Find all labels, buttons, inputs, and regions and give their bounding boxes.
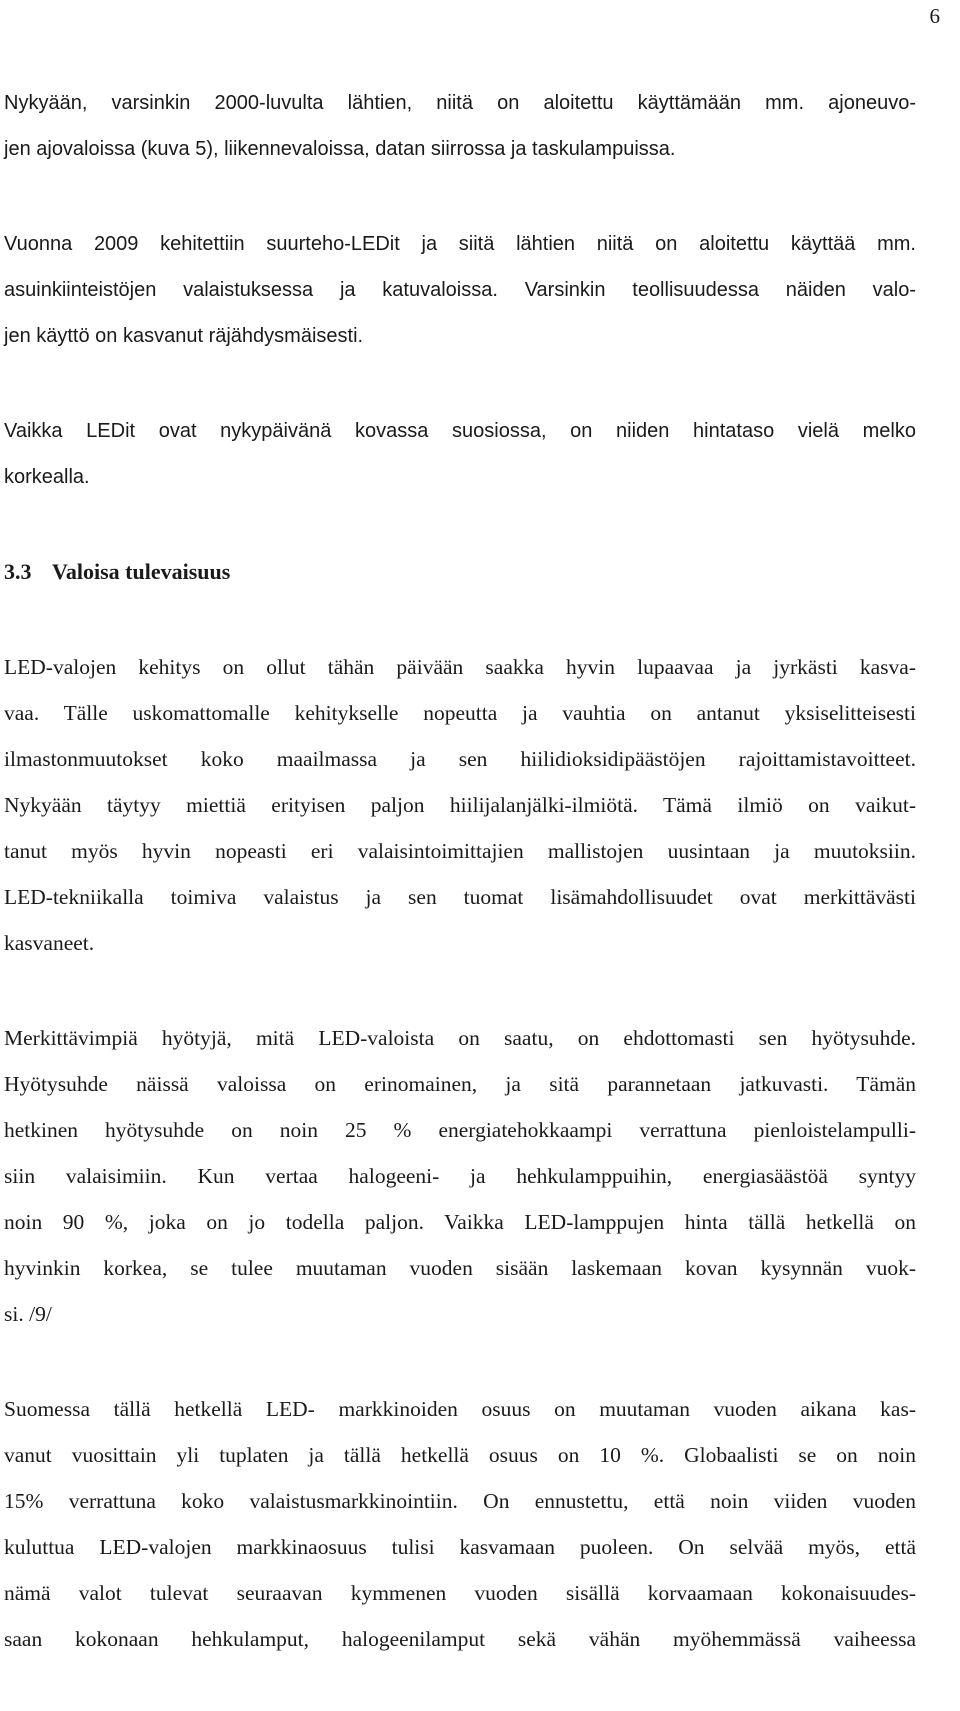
text-line: nämä valot tulevat seuraavan kymmenen vuoden sisällä korvaamaan kokonaisuudes-: [4, 1581, 916, 1605]
text-line: LED-tekniikalla toimiva valaistus ja sen tuomat lisämahdollisuudet ovat merkittävästi: [4, 885, 916, 909]
text-line: Hyötysuhde näissä valoissa on erinomainen, ja sitä parannetaan jatkuvasti. Tämän: [4, 1072, 916, 1096]
text-line: Vuonna 2009 kehitettiin suurteho-LEDit ja siitä lähtien niitä on aloitettu käyttää mm.: [4, 233, 916, 255]
text-line: siin valaisimiin. Kun vertaa halogeeni- ja hehkulamppuihin, energiasäästöä syntyy: [4, 1164, 916, 1188]
text-line: jen ajovaloissa (kuva 5), liikennevaloissa, datan siirrossa ja taskulampuissa.: [4, 138, 676, 160]
section-paragraph-2: [4, 1015, 916, 1337]
section-number: 3.3: [4, 559, 32, 584]
text-line: Nykyään, varsinkin 2000-luvulta lähtien, niitä on aloitettu käyttämään mm. ajoneuvo-: [4, 92, 916, 114]
text-line: jen käyttö on kasvanut räjähdysmäisesti.: [4, 325, 364, 347]
text-line: korkealla.: [4, 466, 90, 488]
text-line: hetkinen hyötysuhde on noin 25 % energiatehokkaampi verrattuna pienloistelampulli-: [4, 1118, 916, 1142]
text-line: Suomessa tällä hetkellä LED- markkinoiden osuus on muutaman vuoden aikana kas-: [4, 1397, 916, 1421]
document-body: [4, 80, 916, 1711]
page-number: 6: [929, 4, 940, 28]
text-line: saan kokonaan hehkulamput, halogeenilamput sekä vähän myöhemmässä vaiheessa: [4, 1627, 916, 1651]
section-paragraph-3: [4, 1386, 916, 1662]
text-line: tanut myös hyvin nopeasti eri valaisintoimittajien mallistojen uusintaan ja muutoksiin.: [4, 839, 916, 863]
text-line: 15% verrattuna koko valaistusmarkkinointiin. On ennustettu, että noin viiden vuoden: [4, 1489, 916, 1513]
paragraph-1: [4, 80, 916, 172]
paragraph-3: [4, 408, 916, 500]
section-heading: [4, 549, 916, 595]
text-line: si. /9/: [4, 1302, 52, 1326]
text-line: Vaikka LEDit ovat nykypäivänä kovassa suosiossa, on niiden hintataso vielä melko: [4, 420, 916, 442]
text-line: kasvaneet.: [4, 931, 95, 955]
text-line: hyvinkin korkea, se tulee muutaman vuoden sisään laskemaan kovan kysynnän vuok-: [4, 1256, 916, 1280]
paragraph-2: [4, 221, 916, 359]
text-line: kuluttua LED-valojen markkinaosuus tulisi kasvamaan puoleen. On selvää myös, että: [4, 1535, 916, 1559]
text-line: Nykyään täytyy miettiä erityisen paljon hiilijalanjälki-ilmiötä. Tämä ilmiö on vaikut-: [4, 793, 916, 817]
text-line: ilmastonmuutokset koko maailmassa ja sen hiilidioksidipäästöjen rajoittamistavoitteet.: [4, 747, 916, 771]
text-line: vaa. Tälle uskomattomalle kehitykselle nopeutta ja vauhtia on antanut yksiselitteisesti: [4, 701, 916, 725]
text-line: LED-valojen kehitys on ollut tähän päivään saakka hyvin lupaavaa ja jyrkästi kasva-: [4, 655, 916, 679]
section-paragraph-1: [4, 644, 916, 966]
section-title: Valoisa tulevaisuus: [52, 559, 231, 584]
text-line: noin 90 %, joka on jo todella paljon. Vaikka LED-lamppujen hinta tällä hetkellä on: [4, 1210, 916, 1234]
text-line: asuinkiinteistöjen valaistuksessa ja katuvaloissa. Varsinkin teollisuudessa näiden valo-: [4, 279, 916, 301]
text-line: vanut vuosittain yli tuplaten ja tällä hetkellä osuus on 10 %. Globaalisti se on noin: [4, 1443, 916, 1467]
text-line: Merkittävimpiä hyötyjä, mitä LED-valoista on saatu, on ehdottomasti sen hyötysuhde.: [4, 1026, 916, 1050]
